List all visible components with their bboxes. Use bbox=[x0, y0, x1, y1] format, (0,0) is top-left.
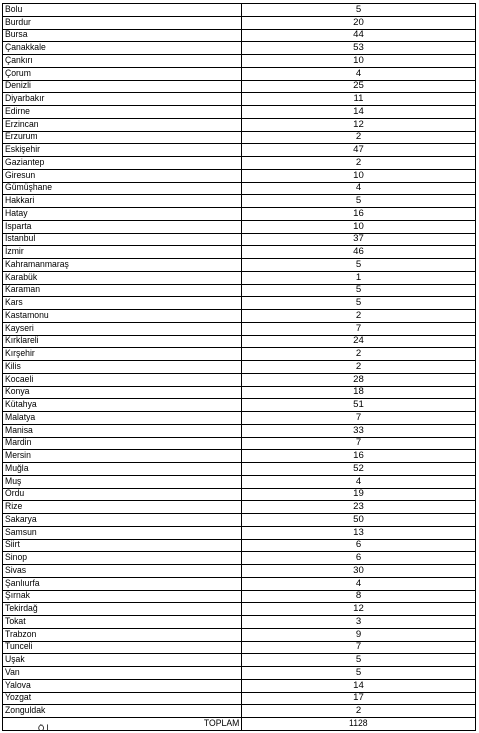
province-cell bbox=[3, 259, 242, 272]
province-name: Diyarbakır bbox=[5, 93, 45, 105]
table-row bbox=[3, 361, 476, 374]
province-table-container bbox=[2, 3, 475, 731]
province-name: Hakkari bbox=[5, 195, 35, 207]
count-cell: 10 bbox=[242, 169, 476, 182]
province-cell bbox=[3, 501, 242, 514]
province-cell bbox=[3, 654, 242, 667]
province-cell bbox=[3, 157, 242, 170]
count-cell: 13 bbox=[242, 526, 476, 539]
province-name: Giresun bbox=[5, 169, 36, 181]
count-cell: 7 bbox=[242, 641, 476, 654]
count-cell: 4 bbox=[242, 182, 476, 195]
count-cell: 28 bbox=[242, 373, 476, 386]
table-row bbox=[3, 29, 476, 42]
province-cell bbox=[3, 373, 242, 386]
province-name: Zonguldak bbox=[5, 705, 46, 717]
province-cell bbox=[3, 412, 242, 425]
count-cell: 4 bbox=[242, 577, 476, 590]
province-name: Rize bbox=[5, 501, 23, 513]
count-cell: 5 bbox=[242, 654, 476, 667]
table-row bbox=[3, 144, 476, 157]
table-row bbox=[3, 373, 476, 386]
count-cell: 7 bbox=[242, 437, 476, 450]
count-cell: 2 bbox=[242, 705, 476, 718]
province-name: Uşak bbox=[5, 654, 25, 666]
province-name: Karaman bbox=[5, 284, 41, 296]
province-name: Denizli bbox=[5, 80, 31, 92]
province-cell bbox=[3, 42, 242, 55]
count-cell: 5 bbox=[242, 667, 476, 680]
province-count-table bbox=[2, 3, 476, 731]
count-cell: 16 bbox=[242, 208, 476, 221]
table-row bbox=[3, 131, 476, 144]
table-row bbox=[3, 297, 476, 310]
table-row bbox=[3, 220, 476, 233]
province-name: Mersin bbox=[5, 450, 31, 462]
count-cell: 17 bbox=[242, 692, 476, 705]
province-cell bbox=[3, 233, 242, 246]
province-name: Edirne bbox=[5, 105, 30, 117]
province-name: Kilis bbox=[5, 360, 21, 372]
province-cell bbox=[3, 386, 242, 399]
count-cell: 4 bbox=[242, 475, 476, 488]
province-cell bbox=[3, 67, 242, 80]
province-cell bbox=[3, 297, 242, 310]
table-row bbox=[3, 488, 476, 501]
province-cell bbox=[3, 220, 242, 233]
province-cell bbox=[3, 271, 242, 284]
table-row bbox=[3, 4, 476, 17]
table-row bbox=[3, 182, 476, 195]
table-row bbox=[3, 55, 476, 68]
count-cell: 6 bbox=[242, 552, 476, 565]
table-row bbox=[3, 565, 476, 578]
table-row bbox=[3, 42, 476, 55]
count-cell: 12 bbox=[242, 603, 476, 616]
province-cell bbox=[3, 526, 242, 539]
province-name: Muğla bbox=[5, 462, 29, 474]
province-name: Tekirdağ bbox=[5, 603, 38, 615]
count-cell: 2 bbox=[242, 361, 476, 374]
count-cell: 46 bbox=[242, 246, 476, 259]
table-row bbox=[3, 552, 476, 565]
count-cell: 5 bbox=[242, 195, 476, 208]
province-name: Erzincan bbox=[5, 118, 39, 130]
province-cell bbox=[3, 169, 242, 182]
total-value: 1128 bbox=[349, 717, 368, 729]
table-row bbox=[3, 67, 476, 80]
province-cell bbox=[3, 628, 242, 641]
province-cell bbox=[3, 679, 242, 692]
province-cell bbox=[3, 437, 242, 450]
province-cell bbox=[3, 4, 242, 17]
table-row bbox=[3, 526, 476, 539]
province-cell bbox=[3, 208, 242, 221]
province-cell bbox=[3, 603, 242, 616]
province-name: Manisa bbox=[5, 424, 33, 436]
table-row bbox=[3, 463, 476, 476]
table-row bbox=[3, 157, 476, 170]
province-cell bbox=[3, 514, 242, 527]
province-name: Erzurum bbox=[5, 131, 38, 143]
table-row bbox=[3, 679, 476, 692]
province-name: Muş bbox=[5, 475, 22, 487]
province-name: Sinop bbox=[5, 552, 28, 564]
province-name: Kayseri bbox=[5, 322, 34, 334]
count-cell: 25 bbox=[242, 80, 476, 93]
table-row bbox=[3, 654, 476, 667]
table-row bbox=[3, 386, 476, 399]
table-row bbox=[3, 501, 476, 514]
province-cell bbox=[3, 488, 242, 501]
province-cell bbox=[3, 552, 242, 565]
province-cell bbox=[3, 55, 242, 68]
province-name: Karabük bbox=[5, 271, 38, 283]
province-name: Kocaeli bbox=[5, 373, 34, 385]
province-name: Kars bbox=[5, 297, 23, 309]
count-cell: 37 bbox=[242, 233, 476, 246]
province-name: Trabzon bbox=[5, 628, 37, 640]
count-cell: 14 bbox=[242, 106, 476, 119]
province-name: Malatya bbox=[5, 411, 36, 423]
count-cell: 14 bbox=[242, 679, 476, 692]
province-cell bbox=[3, 29, 242, 42]
count-cell: 23 bbox=[242, 501, 476, 514]
count-cell: 33 bbox=[242, 424, 476, 437]
table-row bbox=[3, 195, 476, 208]
table-row bbox=[3, 437, 476, 450]
table-row bbox=[3, 322, 476, 335]
province-cell bbox=[3, 322, 242, 335]
province-name: Konya bbox=[5, 386, 30, 398]
table-row bbox=[3, 577, 476, 590]
province-name: Ordu bbox=[5, 488, 25, 500]
table-row bbox=[3, 335, 476, 348]
province-cell bbox=[3, 335, 242, 348]
table-row bbox=[3, 603, 476, 616]
count-cell: 6 bbox=[242, 539, 476, 552]
table-row bbox=[3, 259, 476, 272]
table-row bbox=[3, 16, 476, 29]
province-name: Samsun bbox=[5, 526, 37, 538]
table-row bbox=[3, 628, 476, 641]
count-cell: 10 bbox=[242, 55, 476, 68]
count-cell: 18 bbox=[242, 386, 476, 399]
province-name: İstanbul bbox=[5, 233, 36, 245]
province-name: Kırşehir bbox=[5, 348, 35, 360]
province-cell bbox=[3, 16, 242, 29]
count-cell: 5 bbox=[242, 4, 476, 17]
table-row bbox=[3, 412, 476, 425]
province-cell bbox=[3, 424, 242, 437]
province-name: Gümüşhane bbox=[5, 182, 53, 194]
province-name: Kırklareli bbox=[5, 335, 39, 347]
table-row bbox=[3, 80, 476, 93]
province-cell bbox=[3, 118, 242, 131]
province-cell bbox=[3, 182, 242, 195]
province-name: Sivas bbox=[5, 564, 27, 576]
province-cell bbox=[3, 144, 242, 157]
count-cell: 2 bbox=[242, 131, 476, 144]
table-body bbox=[3, 4, 476, 718]
table-row bbox=[3, 93, 476, 106]
table-row bbox=[3, 450, 476, 463]
province-cell bbox=[3, 195, 242, 208]
province-cell bbox=[3, 616, 242, 629]
province-name: Hatay bbox=[5, 207, 28, 219]
province-name: Çorum bbox=[5, 67, 31, 79]
count-cell: 51 bbox=[242, 399, 476, 412]
province-cell bbox=[3, 475, 242, 488]
province-cell bbox=[3, 361, 242, 374]
table-row bbox=[3, 208, 476, 221]
table-row bbox=[3, 284, 476, 297]
count-cell: 2 bbox=[242, 157, 476, 170]
count-cell: 3 bbox=[242, 616, 476, 629]
province-cell bbox=[3, 565, 242, 578]
province-name: Tokat bbox=[5, 615, 26, 627]
table-row bbox=[3, 118, 476, 131]
province-name: Mardin bbox=[5, 437, 32, 449]
province-name: Tunceli bbox=[5, 641, 33, 653]
province-name: Burdur bbox=[5, 16, 31, 28]
count-cell: 5 bbox=[242, 284, 476, 297]
count-cell: 2 bbox=[242, 348, 476, 361]
count-cell: 7 bbox=[242, 322, 476, 335]
province-cell bbox=[3, 539, 242, 552]
province-name: Van bbox=[5, 666, 20, 678]
table-row bbox=[3, 348, 476, 361]
count-cell: 19 bbox=[242, 488, 476, 501]
count-cell: 7 bbox=[242, 412, 476, 425]
table-row bbox=[3, 233, 476, 246]
table-row bbox=[3, 399, 476, 412]
province-cell bbox=[3, 463, 242, 476]
table-row bbox=[3, 246, 476, 259]
table-row bbox=[3, 310, 476, 323]
table-row bbox=[3, 271, 476, 284]
province-cell bbox=[3, 641, 242, 654]
province-cell bbox=[3, 93, 242, 106]
province-cell bbox=[3, 80, 242, 93]
province-name: Yalova bbox=[5, 679, 31, 691]
table-row bbox=[3, 475, 476, 488]
table-row bbox=[3, 667, 476, 680]
count-cell: 24 bbox=[242, 335, 476, 348]
count-cell: 4 bbox=[242, 67, 476, 80]
province-name: Eskişehir bbox=[5, 144, 41, 156]
total-row bbox=[3, 718, 476, 731]
province-name: Şanlıurfa bbox=[5, 577, 40, 589]
province-name: İzmir bbox=[5, 246, 24, 258]
count-cell: 9 bbox=[242, 628, 476, 641]
province-cell bbox=[3, 310, 242, 323]
count-cell: 53 bbox=[242, 42, 476, 55]
province-cell bbox=[3, 667, 242, 680]
count-cell: 5 bbox=[242, 297, 476, 310]
province-name: Gaziantep bbox=[5, 156, 45, 168]
province-cell bbox=[3, 246, 242, 259]
table-row bbox=[3, 705, 476, 718]
count-cell: 5 bbox=[242, 259, 476, 272]
count-cell: 52 bbox=[242, 463, 476, 476]
count-cell: 8 bbox=[242, 590, 476, 603]
count-cell: 30 bbox=[242, 565, 476, 578]
table-row bbox=[3, 424, 476, 437]
table-row bbox=[3, 169, 476, 182]
count-cell: 1 bbox=[242, 271, 476, 284]
province-cell bbox=[3, 348, 242, 361]
table-row bbox=[3, 514, 476, 527]
table-row bbox=[3, 641, 476, 654]
province-name: Kastamonu bbox=[5, 309, 49, 321]
province-name: Bolu bbox=[5, 3, 23, 15]
count-cell: 16 bbox=[242, 450, 476, 463]
province-name: Sakarya bbox=[5, 513, 37, 525]
province-name: Bursa bbox=[5, 29, 28, 41]
count-cell: 47 bbox=[242, 144, 476, 157]
count-cell: 12 bbox=[242, 118, 476, 131]
province-cell bbox=[3, 577, 242, 590]
province-name: Çankırı bbox=[5, 54, 33, 66]
province-cell bbox=[3, 705, 242, 718]
province-name: Isparta bbox=[5, 220, 32, 232]
province-name: Çanakkale bbox=[5, 42, 46, 54]
footnote-text: Ö İ bbox=[38, 724, 49, 733]
province-name: Kahramanmaraş bbox=[5, 258, 69, 270]
province-cell bbox=[3, 399, 242, 412]
province-cell bbox=[3, 131, 242, 144]
province-cell bbox=[3, 106, 242, 119]
province-name: Yozgat bbox=[5, 692, 32, 704]
province-name: Şırnak bbox=[5, 590, 30, 602]
province-cell bbox=[3, 284, 242, 297]
table-row bbox=[3, 106, 476, 119]
count-cell: 2 bbox=[242, 310, 476, 323]
total-value-cell bbox=[242, 718, 476, 731]
province-cell bbox=[3, 692, 242, 705]
province-cell bbox=[3, 590, 242, 603]
count-cell: 11 bbox=[242, 93, 476, 106]
table-row bbox=[3, 616, 476, 629]
count-cell: 50 bbox=[242, 514, 476, 527]
table-row bbox=[3, 692, 476, 705]
count-cell: 20 bbox=[242, 16, 476, 29]
total-label: TOPLAM bbox=[203, 717, 239, 729]
province-name: Kütahya bbox=[5, 399, 37, 411]
province-name: Siirt bbox=[5, 539, 20, 551]
count-cell: 10 bbox=[242, 220, 476, 233]
table-row bbox=[3, 590, 476, 603]
count-cell: 44 bbox=[242, 29, 476, 42]
province-cell bbox=[3, 450, 242, 463]
table-row bbox=[3, 539, 476, 552]
